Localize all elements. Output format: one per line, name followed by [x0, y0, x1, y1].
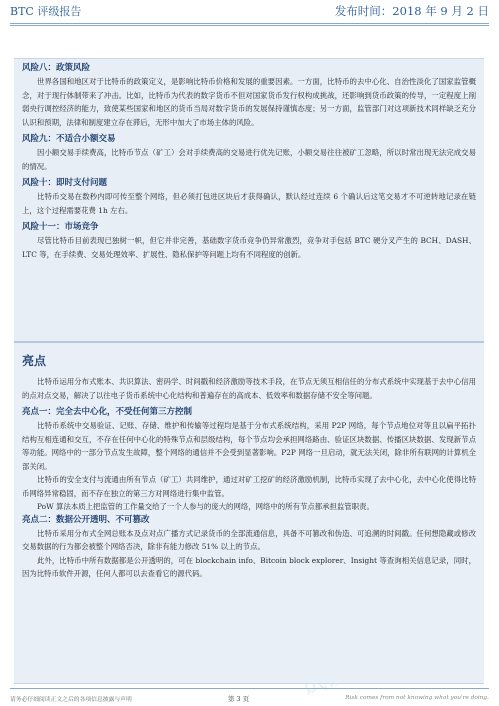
highlights-intro: 比特币运用分布式账本、共识算法、密码学、时间戳和经济激励等技术手段，在节点无须互相信任的分布式系统中实现基于去中心信用的点对点交易，解决了以往电子货币系统中心化结构和普遍存在的高成本、低效率和数据存储不安全等问题。 — [22, 377, 476, 400]
highlight-paragraph: PoW 算法本质上把监管的工作量交给了一个人参与的庞大的网络，网络中的所有节点都承担监管职责。 — [37, 502, 374, 511]
risk-title: 风险八：政策风险 — [22, 63, 91, 73]
risk-title: 风险十一：市场竞争 — [22, 222, 99, 232]
header-divider — [10, 23, 489, 24]
risk-item — [22, 133, 476, 173]
page-footer — [0, 690, 499, 706]
footer-divider — [10, 688, 489, 689]
highlight-paragraph: 比特币的安全支付与流通由所有节点（矿工）共同维护，通过对矿工挖矿的经济激励机制，比特币实现了去中心化，去中心化使得比特币网络异常稳固，而不存在独立的第三方对网络进行集中监管。 — [22, 475, 476, 498]
page-header — [0, 0, 499, 22]
highlight-paragraph: 比特币系统中交易验证、记账、存储、维护和传输等过程均是基于分布式系统结构，采用 P2P 网络，每个节点地位对等且以扁平拓扑结构互相连通和交互，不存在任何中心化的特殊节点和层级结构，每个节点均会承担网络路由、验证区块数据、传播区块数据、发现新节点等功能。网络中的一部分节点发生故障，整个网络的通信并不会受到显著影响。P2P 网络一旦启动，就无法关闭，除非所有联网的计算机全部关闭。 — [22, 421, 476, 471]
highlight-item — [22, 406, 476, 514]
highlights-section — [14, 341, 484, 684]
highlights-heading: 亮点 — [22, 354, 47, 368]
risk-body: 比特币交易在数秒内即可传至整个网络，但必须打包进区块后才获得确认，默认经过连续 6 个确认后这笔交易才不可逆转地记录在链上，这个过程需要花费 1h 左右。 — [22, 192, 476, 215]
risk-item — [22, 221, 476, 261]
risk-item — [22, 62, 476, 129]
risk-title: 风险十：即时支付问题 — [22, 178, 108, 188]
risk-title: 风险九：不适合小额交易 — [22, 134, 116, 144]
risk-section — [14, 58, 484, 342]
highlight-paragraph: 此外，比特币中所有数据都是公开透明的，可在 blockchain info、Bitcoin block explorer、Insight 等查询相关信息记录，同时，因为比特币软件开源，任何人都可以去查看它的源代码。 — [22, 555, 476, 578]
risk-item — [22, 177, 476, 217]
risk-body: 尽管比特币目前表现已独树一帜，但它并非完善，基础数字货币竞争仍异常激烈，竞争对手包括 BTC 硬分叉产生的 BCH、DASH、LTC 等，在手续费、交易处理效率、扩展性、隐私保护等问题上均有不同程度的创新。 — [22, 236, 476, 259]
publish-date: 发布时间：2018 年 9 月 2 日 — [334, 4, 489, 18]
header-divider-secondary — [10, 25, 489, 26]
risk-body: 因小额交易手续费高，比特币节点（矿工）会对手续费高的交易进行优先记账，小额交易往往被矿工忽略，所以时常出现无法完成交易的情况。 — [22, 148, 476, 171]
report-title: BTC 评级报告 — [10, 5, 82, 18]
highlight-item — [22, 514, 476, 581]
page-number: 第 3 页 — [227, 694, 250, 703]
disclaimer-note: 请务必仔细阅读正文之后的各项信息披露与声明 — [10, 696, 132, 703]
footer-motto: Risk comes from not knowing what you're doing. — [345, 695, 489, 701]
highlight-title: 亮点二：数据公开透明、不可篡改 — [22, 514, 150, 525]
highlight-title: 亮点一：完全去中心化，不受任何第三方控制 — [22, 407, 193, 417]
risk-body: 世界各国和地区对于比特币的政策定义，是影响比特币价格和发展的重要因素。一方面，比特币的去中心化、自治性淡化了国家监管概念，对于现行体制带来了冲击。比如，比特币为代表的数字货币不但对国家货币发行权构成挑战，还影响到货币政策的传导，一定程度上削弱央行调控经济的能力，致使某些国家和地区的货币当局对数字货币的发展保持谨慎态度；另一方面，监管部门对这项新技术同样缺乏充分认识和预期，法律和制度建立存在滞后，无形中加大了市场主体的风险。 — [22, 77, 476, 127]
highlight-paragraph: 比特币采用分布式全网总账本及点对点广播方式记录货币的全部流通信息，具备不可篡改和伪造、可追溯的时间戳。任何想隐藏或修改交易数据的行为都会被整个网络否决，除非有能力修改 51% 以上的节点。 — [22, 528, 476, 551]
